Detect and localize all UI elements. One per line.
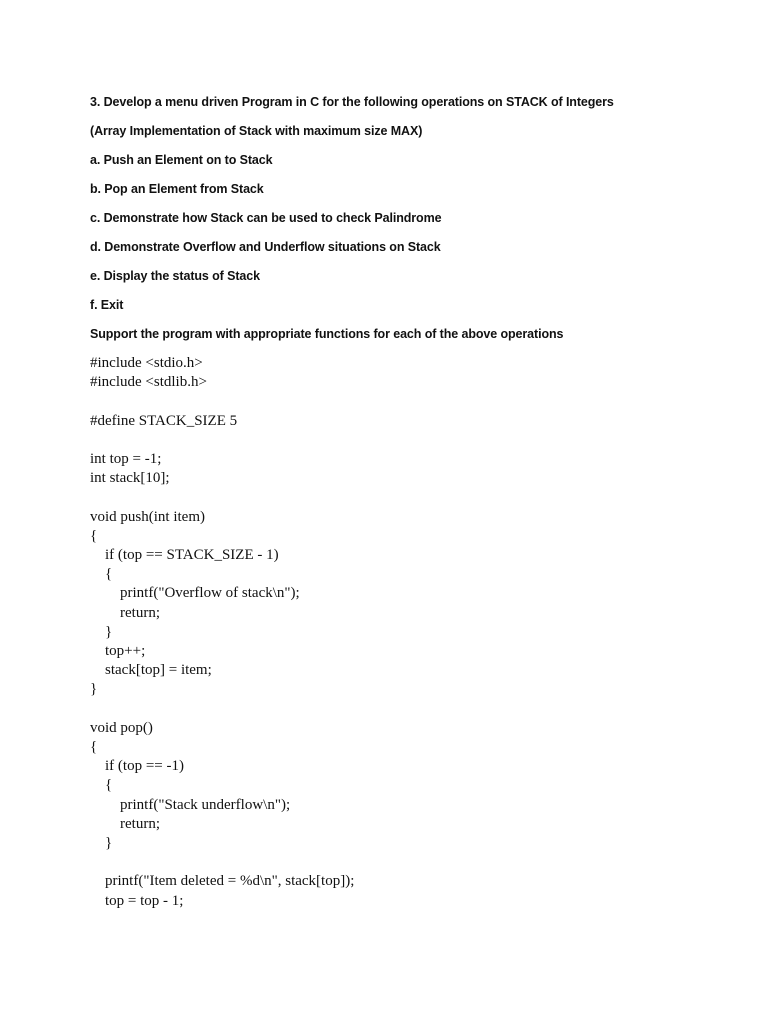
code-line: {: [90, 566, 113, 583]
code-line: printf("Stack underflow\n");: [90, 796, 291, 813]
code-line: {: [90, 777, 113, 794]
code-line: [90, 853, 354, 872]
code-line: {: [90, 739, 98, 755]
code-line: #define STACK_SIZE 5: [90, 412, 238, 429]
menu-item-exit: f. Exit: [90, 298, 124, 312]
code-line: top++;: [90, 643, 146, 659]
assignment-title: 3. Develop a menu driven Program in C for the following operations on STACK of Integers: [90, 95, 614, 109]
code-line: [90, 700, 354, 719]
code-line: top = top - 1;: [90, 892, 184, 909]
menu-item-palindrome: c. Demonstrate how Stack can be used to check Palindrome: [90, 211, 442, 225]
code-line: #include <stdlib.h>: [90, 374, 207, 391]
code-line: }: [90, 623, 113, 640]
code-line: printf("Item deleted = %d\n", stack[top]);: [90, 873, 355, 890]
code-line: [90, 488, 354, 507]
menu-item-pop: b. Pop an Element from Stack: [90, 182, 264, 196]
code-line: }: [90, 681, 98, 698]
menu-item-push: a. Push an Element on to Stack: [90, 153, 273, 167]
code-line: [90, 431, 354, 450]
code-line: }: [90, 835, 113, 852]
code-line: return;: [90, 815, 160, 832]
menu-item-display: e. Display the status of Stack: [90, 269, 260, 283]
code-line: if (top == STACK_SIZE - 1): [90, 546, 279, 563]
menu-item-overflow-underflow: d. Demonstrate Overflow and Underflow situations on Stack: [90, 240, 441, 254]
code-line: void push(int item): [90, 508, 205, 525]
code-line: printf("Overflow of stack\n");: [90, 585, 300, 602]
code-line: if (top == -1): [90, 758, 184, 775]
code-line: [90, 392, 354, 411]
assignment-note: Support the program with appropriate functions for each of the above operations: [90, 327, 564, 341]
assignment-subtitle: (Array Implementation of Stack with maximum size MAX): [90, 124, 423, 138]
code-line: void pop(): [90, 719, 153, 736]
code-line: {: [90, 527, 98, 544]
code-line: int stack[10];: [90, 470, 170, 487]
code-line: stack[top] = item;: [90, 662, 212, 679]
code-line: #include <stdio.h>: [90, 355, 203, 371]
code-line: return;: [90, 604, 160, 621]
code-listing: [90, 354, 354, 911]
code-line: int top = -1;: [90, 450, 162, 467]
